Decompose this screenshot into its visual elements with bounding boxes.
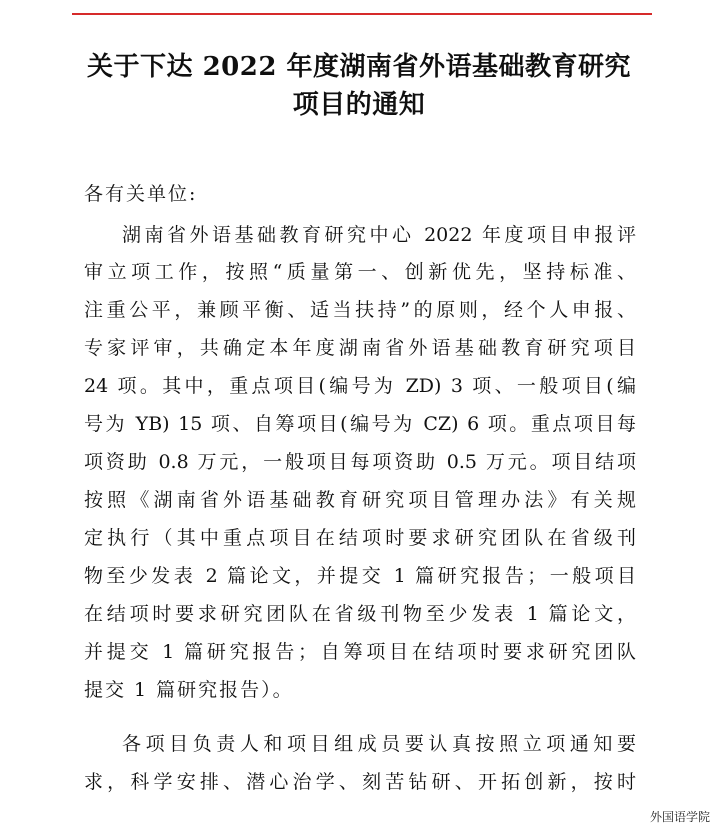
- watermark-label: 外国语学院: [649, 810, 710, 824]
- red-header-rule: [72, 13, 652, 15]
- paragraph-line: 湖南省外语基础教育研究中心 2022 年度项目申报评: [122, 224, 636, 246]
- paragraph-line: 项资助 0.8 万元，一般项目每项资助 0.5 万元。项目结项: [84, 451, 636, 473]
- paragraph-line: 审立项工作，按照“质量第一、创新优先，坚持标准、: [84, 261, 636, 283]
- paragraph-line: 定执行（其中重点项目在结项时要求研究团队在省级刊: [84, 527, 636, 549]
- paragraph-line: 各项目负责人和项目组成员要认真按照立项通知要: [122, 733, 636, 755]
- paragraph-line: 提交 1 篇研究报告）。: [84, 679, 294, 701]
- document-title-line-2: 项目的通知: [292, 90, 426, 120]
- paragraph-line: 按照《湖南省外语基础教育研究项目管理办法》有关规: [84, 489, 636, 511]
- salutation: 各有关单位:: [84, 183, 198, 205]
- paragraph-line: 专家评审，共确定本年度湖南省外语基础教育研究项目: [84, 337, 636, 359]
- paragraph-line: 24 项。其中，重点项目(编号为 ZD) 3 项、一般项目(编: [84, 375, 636, 397]
- paragraph-line: 号为 YB) 15 项、自筹项目(编号为 CZ) 6 项。重点项目每: [84, 413, 636, 435]
- paragraph-line: 物至少发表 2 篇论文，并提交 1 篇研究报告；一般项目: [84, 565, 636, 587]
- paragraph-line: 注重公平，兼顾平衡、适当扶持”的原则，经个人申报、: [84, 299, 636, 321]
- document-title-line-1: 关于下达 2022 年度湖南省外语基础教育研究: [87, 52, 631, 82]
- paragraph-line: 求，科学安排、潜心治学、刻苦钻研、开拓创新，按时: [84, 771, 636, 793]
- paragraph-line: 在结项时要求研究团队在省级刊物至少发表 1 篇论文，: [84, 603, 636, 625]
- paragraph-line: 并提交 1 篇研究报告；自筹项目在结项时要求研究团队: [84, 641, 636, 663]
